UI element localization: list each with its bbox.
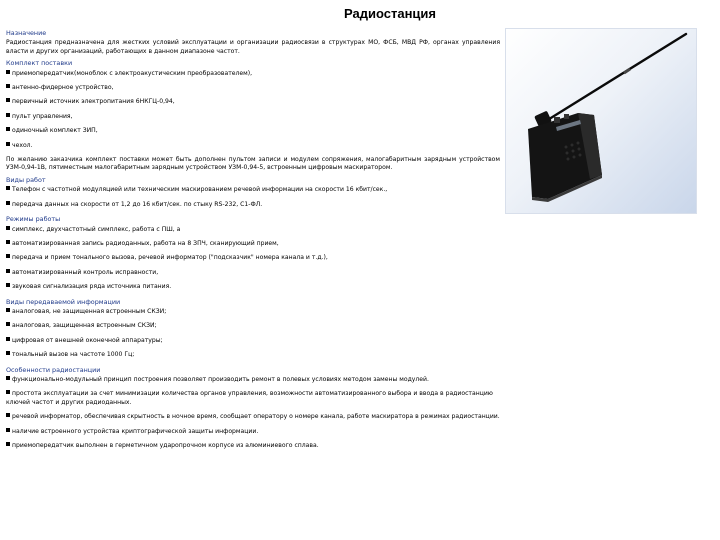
list-item: передача данных на скорости от 1,2 до 16 кбит/сек. по стыку RS-232, С1-ФЛ. <box>6 201 500 209</box>
list-item: тональный вызов на частоте 1000 Гц; <box>6 351 500 359</box>
bullet-icon <box>6 201 10 205</box>
bullet-icon <box>6 413 10 417</box>
list-item: речевой информатор, обеспечивая скрытность в ночное время, сообщает оператору о номере канала, работе маскиратора в режимах радиостанции. <box>6 413 500 421</box>
list-item: автоматизированная запись радиоданных, работа на 8 ЗПЧ, сканирующий прием, <box>6 240 500 248</box>
list-item: пульт управления, <box>6 113 500 121</box>
list-item: простота эксплуатации за счет минимизации количества органов управления, возможности автоматизированного выбора и ввода в радиостанцию ключей частот и других радиоданных. <box>6 390 493 406</box>
bullet-icon <box>6 428 10 432</box>
list-item: цифровая от внешней оконечной аппаратуры; <box>6 337 500 345</box>
list-item: функционально-модульный принцип построения позволяет производить ремонт в полевых условиях методом замены модулей. <box>6 376 500 384</box>
document-body <box>6 27 500 456</box>
bullet-icon <box>6 308 10 312</box>
bullet-icon <box>6 322 10 326</box>
list-item: Телефон с частотной модуляцией или техническим маскированием речевой информации на скорости 16 кбит/сек., <box>6 186 500 194</box>
list-item: симплекс, двухчастотный симплекс, работа с ПШ, а <box>6 226 500 234</box>
section-heading-operating-modes: Режимы работы <box>6 215 61 224</box>
bullet-icon <box>6 337 10 341</box>
section-heading-delivery-kit: Комплект поставки <box>6 59 73 68</box>
bullet-icon <box>6 254 10 258</box>
list-item: первичный источник электропитания 6НКГЦ-0,94, <box>6 98 500 106</box>
list-item: приемопередатчик выполнен в герметичном ударопрочном корпусе из алюминиевого сплава. <box>6 442 500 450</box>
list-item: передача и прием тонального вызова, речевой информатор ("подсказчик" номера канала и т.д.), <box>6 254 500 262</box>
section-heading-purpose: Назначение <box>6 29 47 37</box>
bullet-icon <box>6 269 10 273</box>
list-item: одиночный комплект ЗИП, <box>6 127 500 135</box>
purpose-paragraph: Радиостанция предназначена для жестких условий эксплуатации и организации радиосвязи в структурах МО, ФСБ, МВД РФ, органах управления власти и других организаций, работающих в данном диапазоне частот. <box>6 39 500 55</box>
list-item: антенно-фидерное устройство, <box>6 84 500 92</box>
list-item: аналоговая, защищенная встроенным СКЗИ; <box>6 322 500 330</box>
antenna <box>546 34 686 121</box>
delivery-kit-note: По желанию заказчика комплект поставки может быть дополнен пультом записи и модулем сопряжения, малогабаритным зарядным устройством УЗМ-0,94-1В, пятиместным малогабаритным зарядным устройством УЗМ-0,94-5, встроенным цифровым маскиратором. <box>6 156 500 172</box>
bullet-icon <box>6 84 10 88</box>
page-title: Радиостанция <box>344 6 436 21</box>
section-heading-features: Особенности радиостанции <box>6 365 101 374</box>
list-item: наличие встроенного устройства криптографической защиты информации. <box>6 428 500 436</box>
bullet-icon <box>6 113 10 117</box>
bullet-icon <box>6 98 10 102</box>
antenna-joint <box>624 69 630 73</box>
bullet-icon <box>6 186 10 190</box>
section-heading-transmitted-info: Виды передаваемой информации <box>6 297 121 306</box>
list-item: автоматизированный контроль исправности, <box>6 269 500 277</box>
bullet-icon <box>6 442 10 446</box>
bullet-icon <box>6 390 10 394</box>
radio-device-illustration <box>506 29 696 213</box>
bullet-icon <box>6 142 10 146</box>
bullet-icon <box>6 283 10 287</box>
channel-knob <box>554 117 560 123</box>
bullet-icon <box>6 127 10 131</box>
list-item: звуковая сигнализация ряда источника питания. <box>6 283 500 291</box>
list-item: чехол. <box>6 142 500 150</box>
bullet-icon <box>6 226 10 230</box>
radio-station-photo <box>505 28 697 214</box>
list-item: приемопередатчик(моноблок с электроакустическим преобразователем), <box>6 70 500 78</box>
bullet-icon <box>6 70 10 74</box>
section-heading-work-types: Виды работ <box>6 175 46 184</box>
bullet-icon <box>6 240 10 244</box>
bullet-icon <box>6 351 10 355</box>
list-item: аналоговая, не защищенная встроенным СКЗИ; <box>6 308 500 316</box>
bullet-icon <box>6 376 10 380</box>
volume-knob <box>564 114 569 119</box>
